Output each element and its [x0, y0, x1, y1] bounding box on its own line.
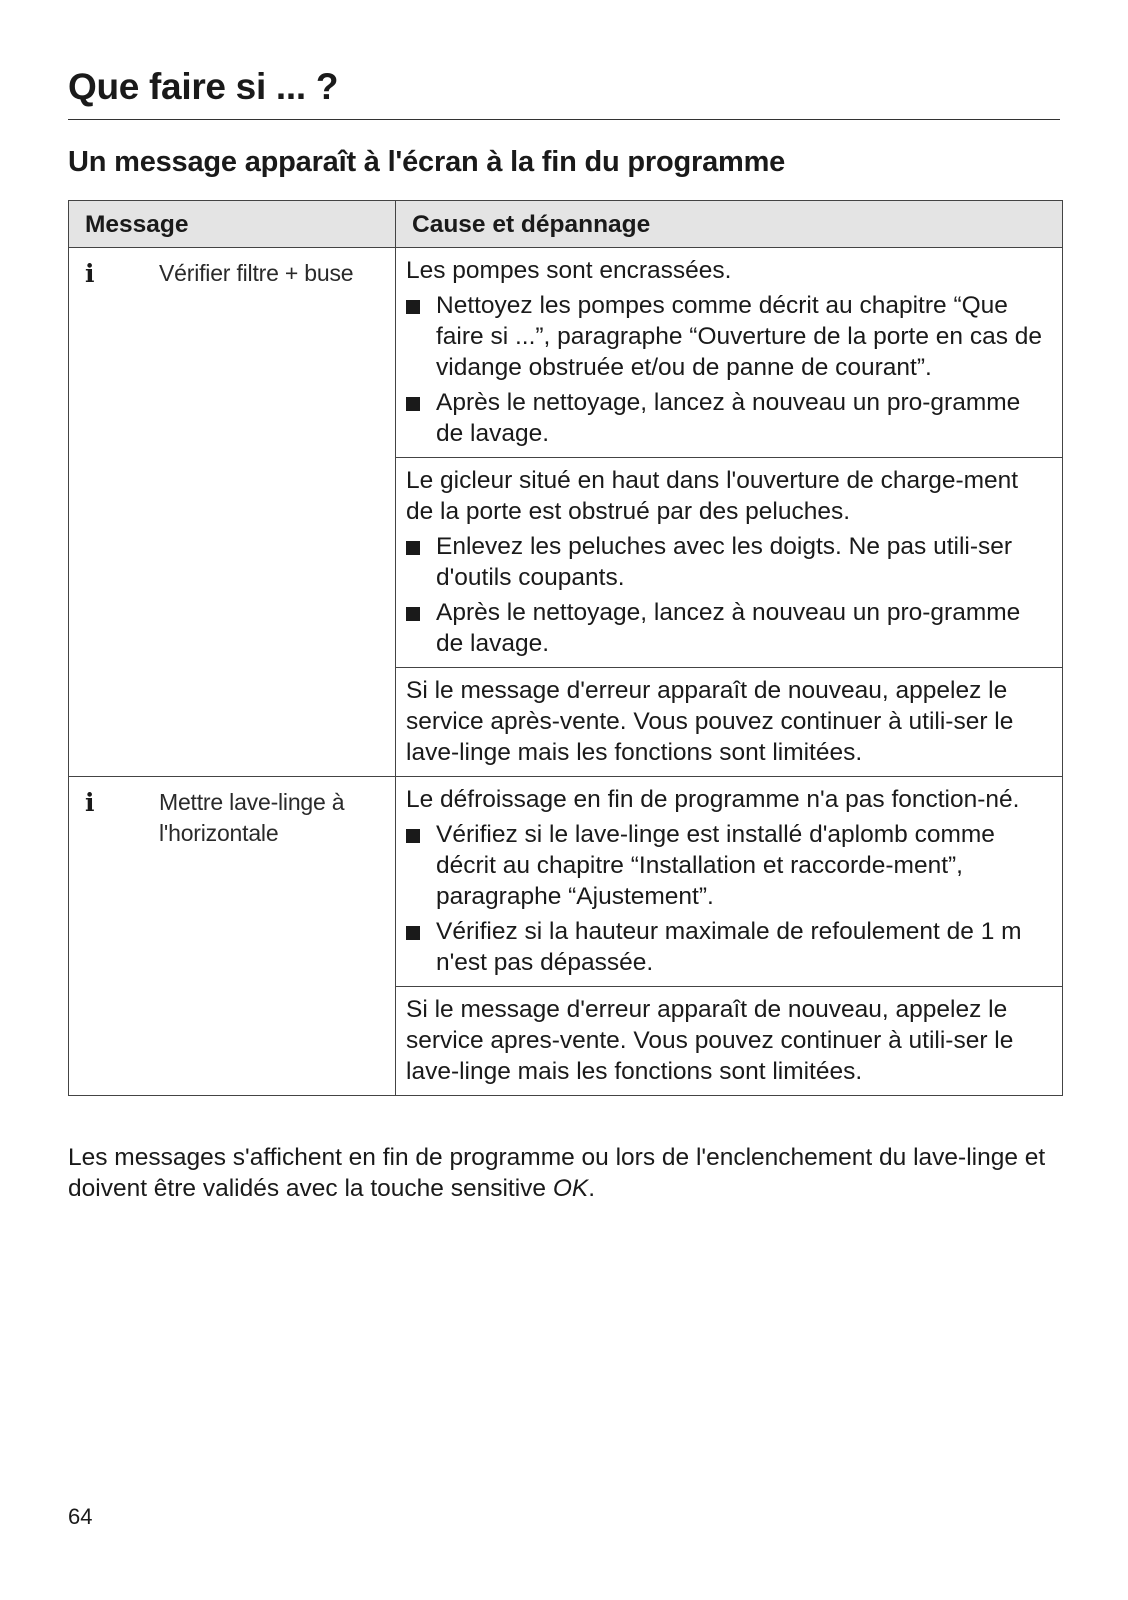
table-row	[69, 777, 1063, 987]
table-row	[69, 248, 1063, 458]
page-title: Que faire si ... ?	[68, 66, 339, 107]
info-icon: i	[85, 259, 95, 288]
square-bullet-icon	[406, 290, 436, 383]
header-message: Message	[69, 201, 396, 248]
square-bullet-icon	[406, 819, 436, 912]
cause-text: Les pompes sont encrassées.	[406, 257, 732, 284]
message-table	[68, 200, 1063, 1096]
cause-cell	[396, 458, 1063, 668]
ok-key-label: OK	[552, 1175, 589, 1202]
table-header-row	[69, 201, 1063, 248]
cause-text: Le gicleur situé en haut dans l'ouverture de charge-ment de la porte est obstrué par des peluches.	[406, 467, 1019, 525]
remedy-item: Nettoyez les pompes comme décrit au chapitre “Que faire si ...”, paragraphe “Ouverture de la porte en cas de vidange obstruée et/ou de panne de courant”.	[406, 290, 1050, 383]
info-icon: i	[85, 788, 95, 817]
message-cell	[69, 248, 396, 777]
cause-cell	[396, 987, 1063, 1096]
remedy-item: Après le nettoyage, lancez à nouveau un pro-gramme de lavage.	[406, 597, 1050, 659]
cause-text: Si le message d'erreur apparaît de nouveau, appelez le service apres-vente. Vous pouvez continuer à utili-ser le lave-linge mais les fonctions sont limitées.	[406, 996, 1014, 1085]
cause-cell	[396, 668, 1063, 777]
message-cell	[69, 777, 396, 1096]
remedy-item: Après le nettoyage, lancez à nouveau un pro-gramme de lavage.	[406, 387, 1050, 449]
cause-text: Si le message d'erreur apparaît de nouveau, appelez le service après-vente. Vous pouvez continuer à utili-ser le lave-linge mais les fonctions sont limitées.	[406, 677, 1014, 766]
section-title: Un message apparaît à l'écran à la fin du programme	[68, 146, 786, 178]
cause-cell	[396, 777, 1063, 987]
footer-note: Les messages s'affichent en fin de programme ou lors de l'enclenchement du lave-linge et doivent être validés avec la touche sensitive OK.	[68, 1144, 1046, 1202]
remedy-item: Vérifiez si la hauteur maximale de refoulement de 1 m n'est pas dépassée.	[406, 916, 1050, 978]
display-message: Mettre lave-linge à l'horizontale	[159, 789, 345, 846]
display-message: Vérifier filtre + buse	[159, 260, 354, 286]
square-bullet-icon	[406, 387, 436, 449]
square-bullet-icon	[406, 531, 436, 593]
header-cause: Cause et dépannage	[396, 201, 1063, 248]
cause-cell	[396, 248, 1063, 458]
page-number: 64	[68, 1504, 93, 1529]
cause-text: Le défroissage en fin de programme n'a pas fonction-né.	[406, 786, 1020, 813]
remedy-item: Enlevez les peluches avec les doigts. Ne pas utili-ser d'outils coupants.	[406, 531, 1050, 593]
square-bullet-icon	[406, 916, 436, 978]
title-divider	[68, 119, 1060, 120]
remedy-item: Vérifiez si le lave-linge est installé d'aplomb comme décrit au chapitre “Installation et raccorde-ment”, paragraphe “Ajustement”.	[406, 819, 1050, 912]
square-bullet-icon	[406, 597, 436, 659]
